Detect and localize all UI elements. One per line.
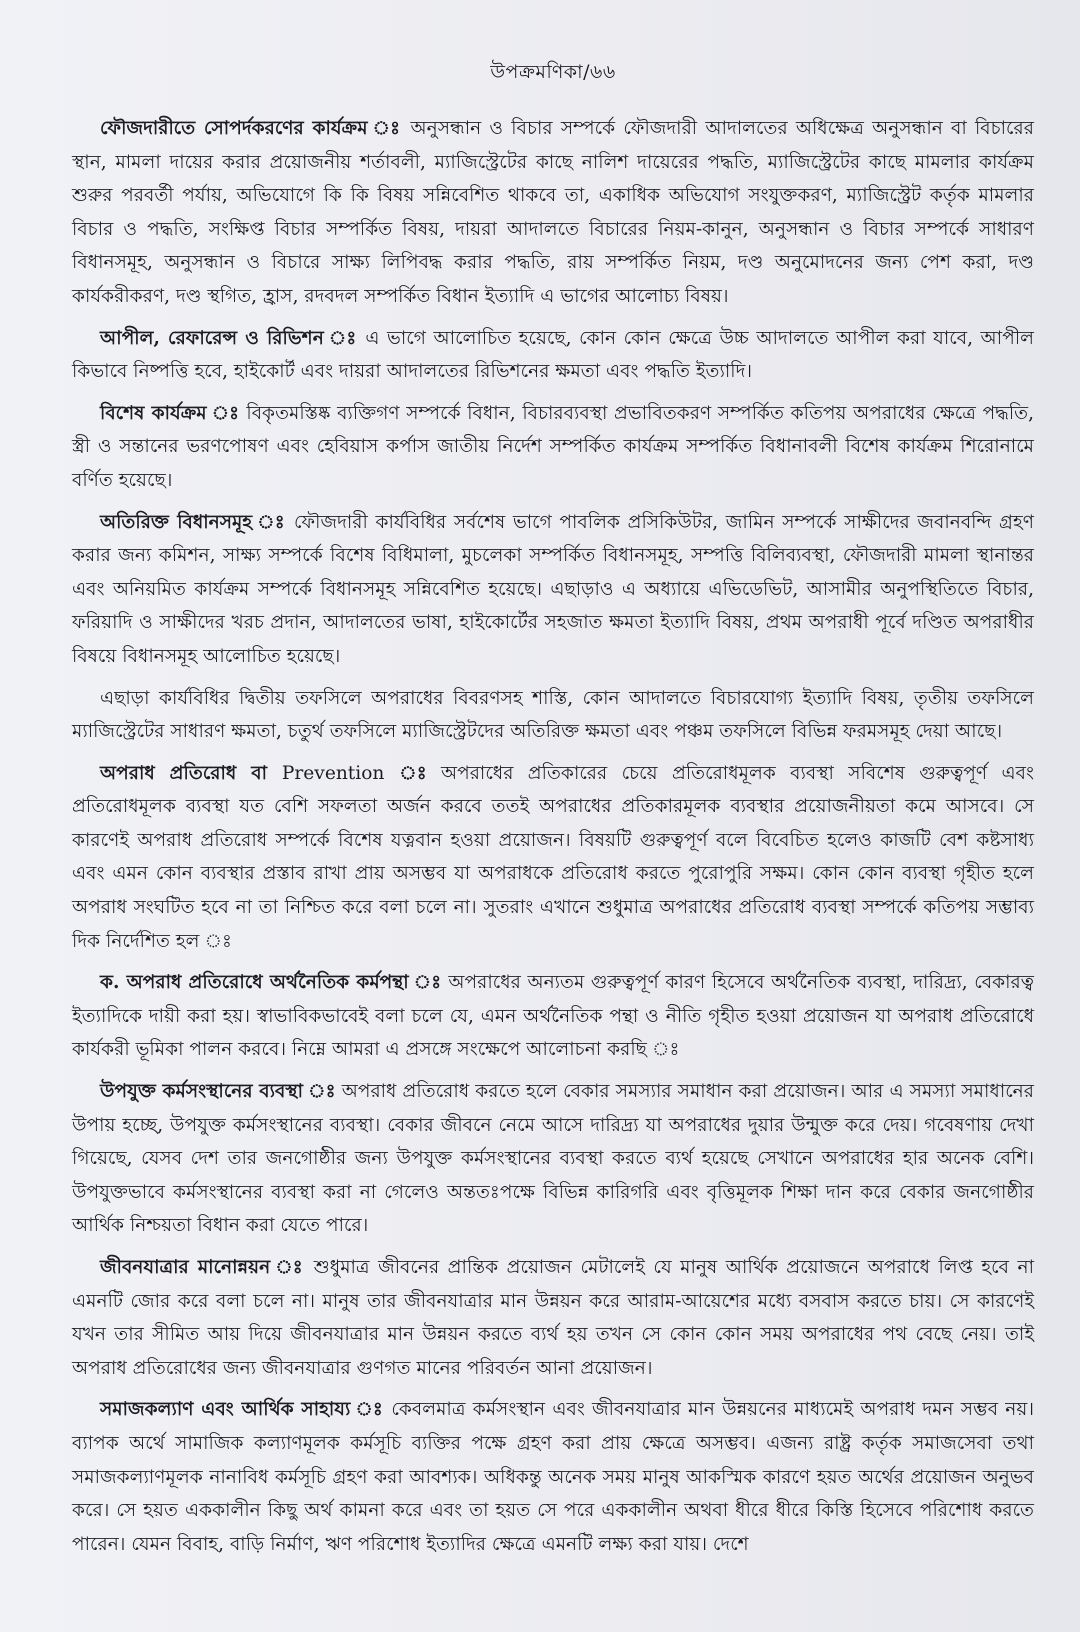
paragraph-supplementary-provisions	[72, 506, 1034, 674]
running-header: উপক্রমণিকা/৬৬	[490, 61, 616, 83]
paragraph-body: অপরাধের প্রতিকারের চেয়ে প্রতিরোধমূলক ব্যবস্থা সবিশেষ গুরুত্বপূর্ণ এবং প্রতিরোধমূলক ব্যবস্থা যত বেশি সফলতা অর্জন করবে ততই অপরাধের প্রতিকারমূলক ব্যবস্থার প্রয়োজনীয়তা কমে আসবে। সে কারণেই অপরাধ প্রতিরোধ সম্পর্কে বিশেষ যত্নবান হওয়া প্রয়োজন। বিষয়টি গুরুত্বপূর্ণ বলে বিবেচিত হলেও কাজটি বেশ কষ্টসাধ্য এবং এমন কোন ব্যবস্থার প্রস্তাব রাখা প্রায় অসম্ভব যা অপরাধকে প্রতিরোধ করতে পুরোপুরি সক্ষম। কোন কোন ব্যবস্থা গৃহীত হলে অপরাধ সংঘটিত হবে না তা নিশ্চিত করে বলা চলে না। সুতরাং এখানে শুধুমাত্র অপরাধের প্রতিরোধ ব্যবস্থা সম্পর্কে কতিপয় সম্ভাব্য দিক নির্দেশিত হল ঃ	[72, 762, 1035, 952]
paragraph-body: এ ভাগে আলোচিত হয়েছে, কোন কোন ক্ষেত্রে উচ্চ আদালতে আপীল করা যাবে, আপীল কিভাবে নিষ্পত্তি হবে, হাইকোর্ট এবং দায়রা আদালতের রিভিশনের ক্ষমতা এবং পদ্ধতি ইত্যাদি।	[72, 327, 1034, 383]
paragraph-committal-proceedings	[72, 112, 1034, 314]
paragraph-employment	[72, 1075, 1034, 1243]
paragraph-body: শুধুমাত্র জীবনের প্রান্তিক প্রয়োজন মেটালেই যে মানুষ আর্থিক প্রয়োজনে অপরাধে লিপ্ত হবে না এমনটি জোর করে বলা চলে না। মানুষ তার জীবনযাত্রার মান উন্নয়ন করে আরাম-আয়েশের মধ্যে বসবাস করতে চায়। সে কারণেই যখন তার সীমিত আয় দিয়ে জীবনযাত্রার মান উন্নয়ন করতে ব্যর্থ হয় তখন সে কোন কোন সময় অপরাধের পথ বেছে নেয়। তাই অপরাধ প্রতিরোধের জন্য জীবনযাত্রার গুণগত মানের পরিবর্তন আনা প্রয়োজন।	[72, 1257, 1034, 1379]
heading-appeal-revision: আপীল, রেফারেন্স ও রিভিশন ঃ	[100, 327, 358, 349]
paragraph-economic-measures	[72, 966, 1034, 1067]
heading-special-proceedings: বিশেষ কার্যক্রম ঃ	[100, 402, 240, 424]
heading-part: অপরাধ প্রতিরোধ বা	[100, 762, 282, 784]
heading-economic-measures: ক. অপরাধ প্রতিরোধে অর্থনৈতিক কর্মপন্থা ঃ	[100, 972, 442, 994]
heading-committal-proceedings: ফৌজদারীতে সোপর্দকরণের কার্যক্রম ঃ	[100, 118, 403, 139]
heading-crime-prevention	[100, 763, 427, 784]
paragraph-body: অপরাধের অন্যতম গুরুত্বপূর্ণ কারণ হিসেবে অর্থনৈতিক ব্যবস্থা, দারিদ্র্য, বেকারত্ব ইত্যাদিকে দায়ী করা হয়। স্বাভাবিকভাবেই বলা চলে যে, এমন অর্থনৈতিক পন্থা ও নীতি গৃহীত হওয়া প্রয়োজন যা অপরাধ প্রতিরোধে কার্যকরী ভূমিকা পালন করবে। নিম্নে আমরা এ প্রসঙ্গে সংক্ষেপে আলোচনা করছি ঃ	[72, 972, 1034, 1061]
paragraph-body: অনুসন্ধান ও বিচার সম্পর্কে ফৌজদারী আদালতের অধিক্ষেত্র অনুসন্ধান বা বিচারের স্থান, মামলা দায়ের করার প্রয়োজনীয় শর্তাবলী, ম্যাজিস্ট্রেটের কাছে নালিশ দায়েরের পদ্ধতি, ম্যাজিস্ট্রেটের কাছে মামলার কার্যক্রম শুরুর পরবর্তী পর্যায়, অভিযোগে কি কি বিষয় সন্নিবেশিত থাকবে তা, একাধিক অভিযোগ সংযুক্তকরণ, ম্যাজিস্ট্রেট কর্তৃক মামলার বিচার ও পদ্ধতি, সংক্ষিপ্ত বিচার সম্পর্কিত বিষয়, দায়রা আদালতে বিচারের নিয়ম-কানুন, অনুসন্ধান ও বিচার সম্পর্কে সাধারণ বিধানসমূহ, অনুসন্ধান ও বিচারে সাক্ষ্য লিপিবদ্ধ করার পদ্ধতি, রায় সম্পর্কিত নিয়ম, দণ্ড অনুমোদনের জন্য পেশ করা, দণ্ড কার্যকরীকরণ, দণ্ড স্থগিত, হ্রাস, রদবদল সম্পর্কিত বিধান ইত্যাদি এ ভাগের আলোচ্য বিষয়।	[72, 118, 1034, 307]
paragraph-body: কেবলমাত্র কর্মসংস্থান এবং জীবনযাত্রার মান উন্নয়নের মাধ্যমেই অপরাধ দমন সম্ভব নয়। ব্যাপক অর্থে সামাজিক কল্যাণমূলক কর্মসূচি ব্যক্তির পক্ষে গ্রহণ করা প্রায় ক্ষেত্রে অসম্ভব। এজন্য রাষ্ট্র কর্তৃক সমাজসেবা তথা সমাজকল্যাণমূলক নানাবিধ কর্মসূচি গ্রহণ করা আবশ্যক। অধিকন্তু অনেক সময় মানুষ আকস্মিক কারণে হয়ত অর্থের প্রয়োজন অনুভব করে। সে হয়ত এককালীন কিছু অর্থ কামনা করে এবং তা হয়ত সে পরে এককালীন অথবা ধীরে ধীরে কিস্তি হিসেবে পরিশোধ করতে পারেন। যেমন বিবাহ, বাড়ি নির্মাণ, ঋণ পরিশোধ ইত্যাদির ক্ষেত্রে এমনটি লক্ষ্য করা যায়। দেশে	[72, 1399, 1034, 1555]
paragraph-body: এছাড়া কার্যবিধির দ্বিতীয় তফসিলে অপরাধের বিবরণসহ শাস্তি, কোন আদালতে বিচারযোগ্য ইত্যাদি বিষয়, তৃতীয় তফসিলে ম্যাজিস্ট্রেটের সাধারণ ক্ষমতা, চতুর্থ তফসিলে ম্যাজিস্ট্রেটদের অতিরিক্ত ক্ষমতা এবং পঞ্চম তফসিলে বিভিন্ন ফরমসমূহ দেয়া আছে।	[72, 687, 1034, 743]
paragraph-crime-prevention	[72, 757, 1034, 959]
paragraph-body: ফৌজদারী কার্যবিধির সর্বশেষ ভাগে পাবলিক প্রসিকিউটর, জামিন সম্পর্কে সাক্ষীদের জবানবন্দি গ্রহণ করার জন্য কমিশন, সাক্ষ্য সম্পর্কে বিশেষ বিধিমালা, মুচলেকা সম্পর্কিত বিধানসমূহ, সম্পত্তি বিলিব্যবস্থা, ফৌজদারী মামলা স্থানান্তর এবং অনিয়মিত কার্যক্রম সম্পর্কে বিধানসমূহ সন্নিবেশিত হয়েছে। এছাড়াও এ অধ্যায়ে এভিডেভিট, আসামীর অনুপস্থিতিতে বিচার, ফরিয়াদি ও সাক্ষীদের খরচ প্রদান, আদালতের ভাষা, হাইকোর্টের সহজাত ক্ষমতা ইত্যাদি বিষয়, প্রথম অপরাধী পূর্বে দণ্ডিত অপরাধীর বিষয়ে বিধানসমূহ আলোচিত হয়েছে।	[72, 511, 1034, 667]
paragraph-appeal-revision	[72, 322, 1034, 389]
heading-supplementary-provisions: অতিরিক্ত বিধানসমূহ ঃ	[100, 511, 287, 533]
paragraph-body: বিকৃতমস্তিষ্ক ব্যক্তিগণ সম্পর্কে বিধান, বিচারব্যবস্থা প্রভাবিতকরণ সম্পর্কিত কতিপয় অপরাধের ক্ষেত্রে পদ্ধতি, স্ত্রী ও সন্তানের ভরণপোষণ এবং হেবিয়াস কর্পাস জাতীয় নির্দেশ সম্পর্কিত কার্যক্রম সম্পর্কিত বিধানাবলী বিশেষ কার্যক্রম শিরোনামে বর্ণিত হয়েছে।	[72, 402, 1035, 491]
paragraph-body: অপরাধ প্রতিরোধ করতে হলে বেকার সমস্যার সমাধান করা প্রয়োজন। আর এ সমস্যা সমাধানের উপায় হচ্ছে, উপযুক্ত কর্মসংস্থানের ব্যবস্থা। বেকার জীবনে নেমে আসে দারিদ্র্য যা অপরাধের দুয়ার উন্মুক্ত করে দেয়। গবেষণায় দেখা গিয়েছে, যেসব দেশ তার জনগোষ্ঠীর জন্য উপযুক্ত কর্মসংস্থানের ব্যবস্থা করতে ব্যর্থ হয়েছে সেখানে অপরাধের হার অনেক বেশি। উপযুক্তভাবে কর্মসংস্থানের ব্যবস্থা করা না গেলেও অন্ততঃপক্ষে বিভিন্ন কারিগরি এবং বৃত্তিমূলক শিক্ষা দান করে বেকার জনগোষ্ঠীর আর্থিক নিশ্চয়তা বিধান করা যেতে পারে।	[72, 1081, 1035, 1237]
heading-employment: উপযুক্ত কর্মসংস্থানের ব্যবস্থা ঃ	[100, 1081, 336, 1103]
paragraph-social-welfare	[72, 1393, 1034, 1561]
paragraph-schedules	[72, 682, 1034, 749]
heading-english-word: Prevention	[281, 762, 385, 784]
heading-living-standard: জীবনযাত্রার মানোন্নয়ন ঃ	[100, 1257, 306, 1278]
heading-part: ঃ	[384, 762, 427, 784]
paragraph-special-proceedings	[72, 397, 1034, 498]
heading-social-welfare: সমাজকল্যাণ এবং আর্থিক সাহায্য ঃ	[100, 1399, 385, 1421]
paragraph-living-standard	[72, 1251, 1034, 1385]
